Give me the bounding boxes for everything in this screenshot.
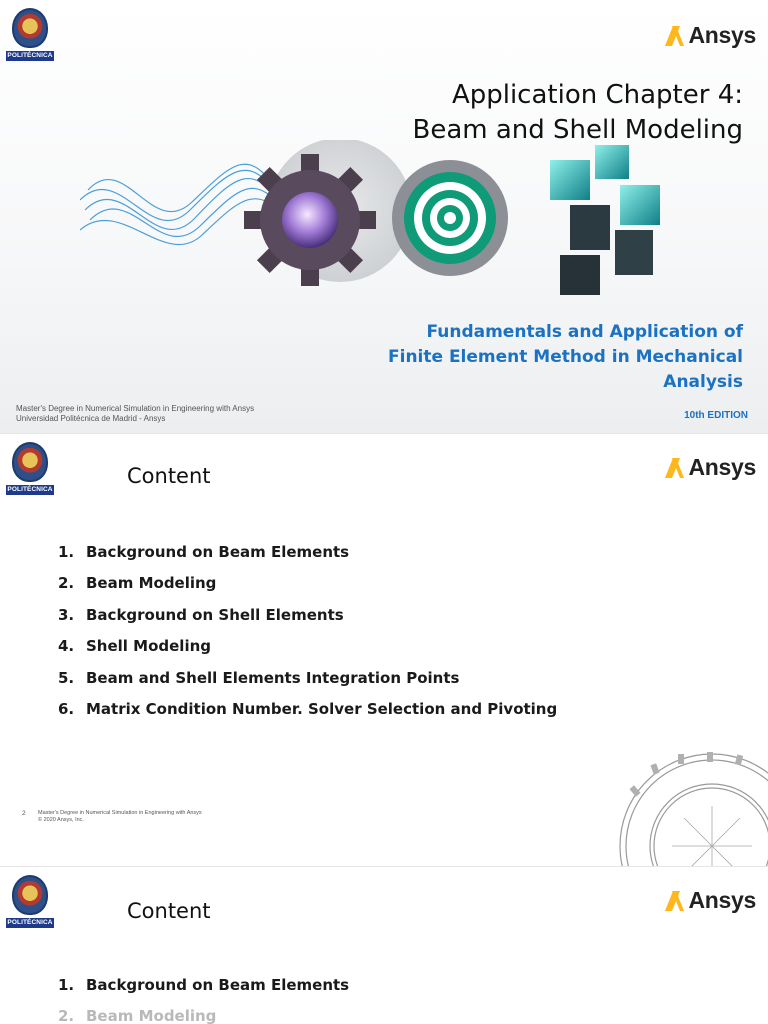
- slide-title: [413, 78, 744, 148]
- ansys-mark-icon: [667, 889, 687, 911]
- ansys-logo: [667, 454, 756, 480]
- crest-label: POLITÉCNICA: [7, 486, 53, 493]
- crest-label: POLITÉCNICA: [7, 919, 53, 926]
- page-number: 2: [22, 810, 26, 817]
- content-slide-2: [0, 866, 768, 1024]
- toc-item: 1. Background on Beam Elements: [58, 543, 350, 561]
- ansys-logo: [667, 22, 756, 48]
- footer-line-1: Master's Degree in Numerical Simulation in Engineering with Ansys: [16, 404, 255, 413]
- footer-line-1: Master's Degree in Numerical Simulation in Engineering with Ansys: [38, 810, 202, 816]
- toc-item: 1. Background on Beam Elements: [58, 976, 350, 994]
- subtitle-line-3: Analysis: [663, 372, 743, 392]
- toc-item: 5. Beam and Shell Elements Integration Points: [58, 668, 460, 687]
- content-slide: [0, 433, 768, 866]
- gears-artwork: [80, 140, 680, 300]
- blue-wave-strands: [80, 164, 290, 244]
- upm-crest-logo: [6, 8, 54, 62]
- subtitle-line-1: Fundamentals and Application of: [426, 322, 743, 342]
- toc-item: 3. Background on Shell Elements: [58, 605, 344, 624]
- ansys-mark-icon: [667, 456, 687, 478]
- ansys-wordmark: Ansys: [688, 21, 756, 48]
- upm-crest-logo: [6, 875, 54, 929]
- ansys-wordmark: Ansys: [688, 886, 756, 913]
- upm-crest-logo: [6, 442, 54, 496]
- footer-line-2: © 2020 Ansys, Inc.: [38, 817, 84, 823]
- toc-item-dimmed: 2. Beam Modeling: [58, 1007, 217, 1024]
- university-seal-watermark: [612, 746, 768, 866]
- subtitle-line-2: Finite Element Method in Mechanical: [388, 347, 743, 367]
- toc-item: 6. Matrix Condition Number. Solver Selection and Pivoting: [58, 699, 558, 718]
- teal-cubes: [550, 145, 660, 295]
- slide-title-line-1: Application Chapter 4:: [451, 80, 743, 110]
- slide-footer: [22, 810, 202, 824]
- table-of-contents: [58, 542, 557, 730]
- ansys-logo: [667, 887, 756, 913]
- crest-label: POLITÉCNICA: [7, 52, 53, 59]
- footer-line-2: Universidad Politécnica de Madrid - Ansys: [16, 414, 166, 423]
- slide-title-line-2: Beam and Shell Modeling: [412, 115, 743, 145]
- spiral-gear: [392, 160, 508, 276]
- slide-subtitle: [388, 320, 743, 395]
- ansys-mark-icon: [667, 24, 687, 46]
- purple-gear: [244, 154, 376, 286]
- edition-label: 10th EDITION: [684, 410, 748, 421]
- title-slide: [0, 0, 768, 433]
- crest-icon: [12, 875, 48, 915]
- ansys-wordmark: Ansys: [688, 453, 756, 480]
- toc-item: 2. Beam Modeling: [58, 574, 217, 593]
- content-title: Content: [127, 899, 211, 923]
- crest-icon: [12, 442, 48, 482]
- content-title: Content: [127, 464, 211, 488]
- table-of-contents: [58, 975, 349, 1024]
- toc-item: 4. Shell Modeling: [58, 637, 212, 656]
- crest-icon: [12, 8, 48, 48]
- slide-footer: [16, 404, 254, 424]
